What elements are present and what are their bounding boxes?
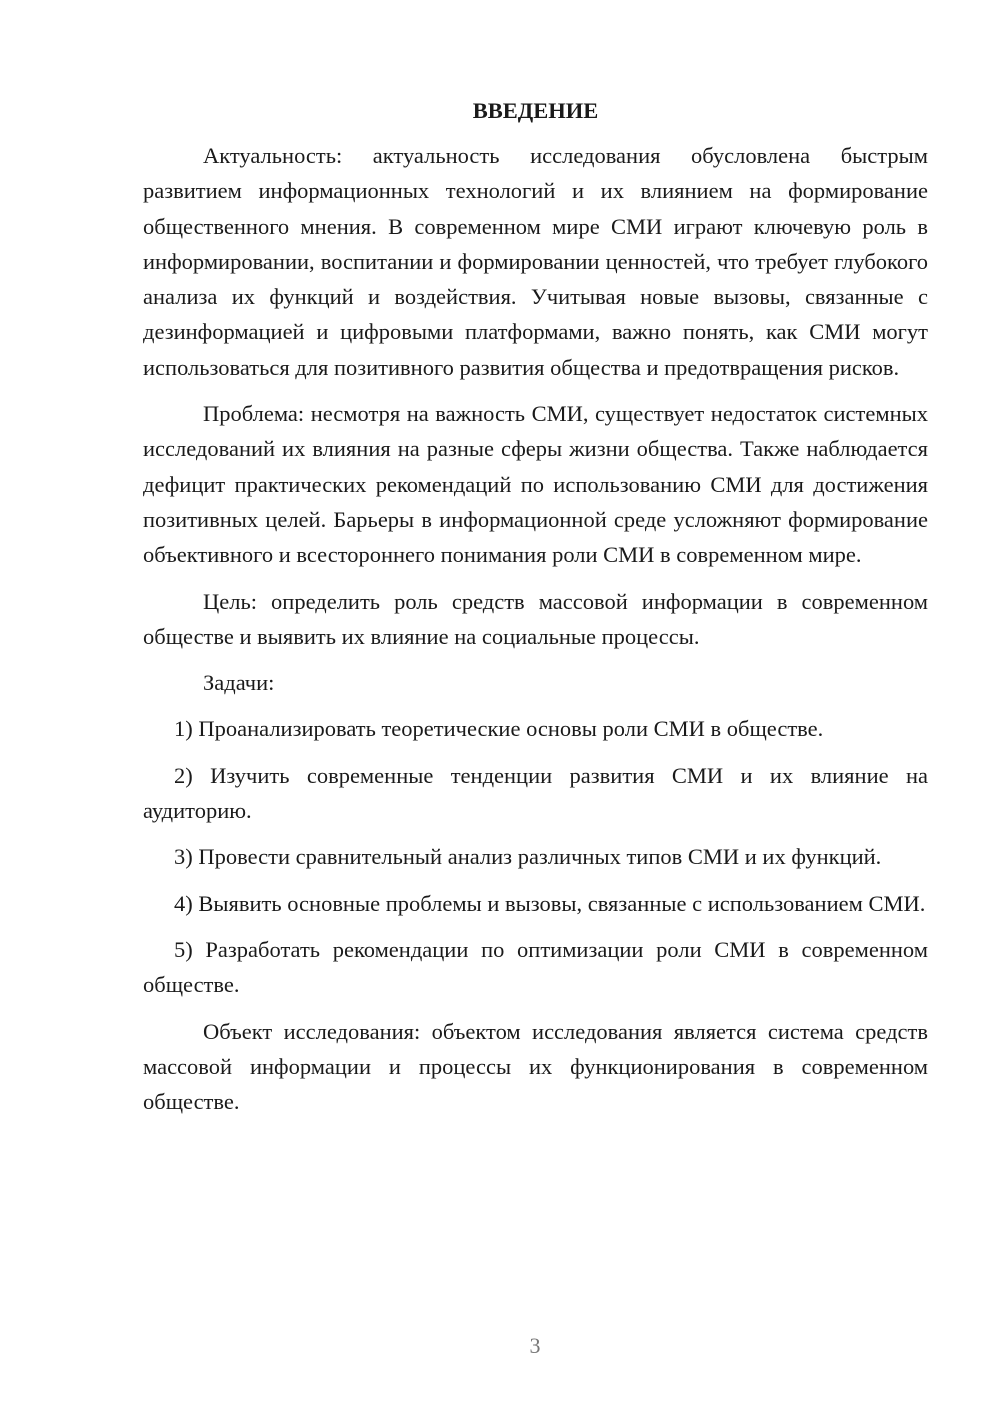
task-item-1: 1) Проанализировать теоретические основы роли СМИ в обществе.: [174, 716, 824, 742]
relevance-paragraph: Актуальность: актуальность исследования обусловлена быстрым развитием информационных технологий и их влиянием на формирование общественного мнения. В современном мире СМИ играют ключевую роль в информировании, воспитании и формировании ценностей, что требует глубокого анализа их функций и воздействия. Учитывая новые вызовы, связанные с дезинформацией и цифровыми платформами, важно понять, как СМИ могут использоваться для позитивного развития общества и предотвращения рисков.: [143, 143, 928, 380]
object-paragraph: Объект исследования: объектом исследования является система средств массовой информации и процессы их функционирования в современном обществе.: [143, 1018, 928, 1115]
page-content: [143, 95, 928, 1130]
tasks-heading: Задачи:: [203, 670, 275, 696]
task-item-2: 2) Изучить современные тенденции развития СМИ и их влияние на аудиторию.: [143, 762, 928, 824]
page-title: ВВЕДЕНИЕ: [472, 98, 599, 123]
page-number: 3: [529, 1333, 541, 1358]
task-item-5: 5) Разработать рекомендации по оптимизации роли СМИ в современном обществе.: [143, 936, 928, 998]
task-item-4: 4) Выявить основные проблемы и вызовы, связанные с использованием СМИ.: [174, 890, 926, 916]
task-item-3: 3) Провести сравнительный анализ различных типов СМИ и их функций.: [174, 844, 882, 870]
problem-paragraph: Проблема: несмотря на важность СМИ, существует недостаток системных исследований их влияния на разные сферы жизни общества. Также наблюдается дефицит практических рекомендаций по использованию СМИ для достижения позитивных целей. Барьеры в информационной среде усложняют формирование объективного и всестороннего понимания роли СМИ в современном мире.: [143, 401, 928, 568]
goal-paragraph: Цель: определить роль средств массовой информации в современном обществе и выявить их влияние на социальные процессы.: [143, 588, 928, 649]
